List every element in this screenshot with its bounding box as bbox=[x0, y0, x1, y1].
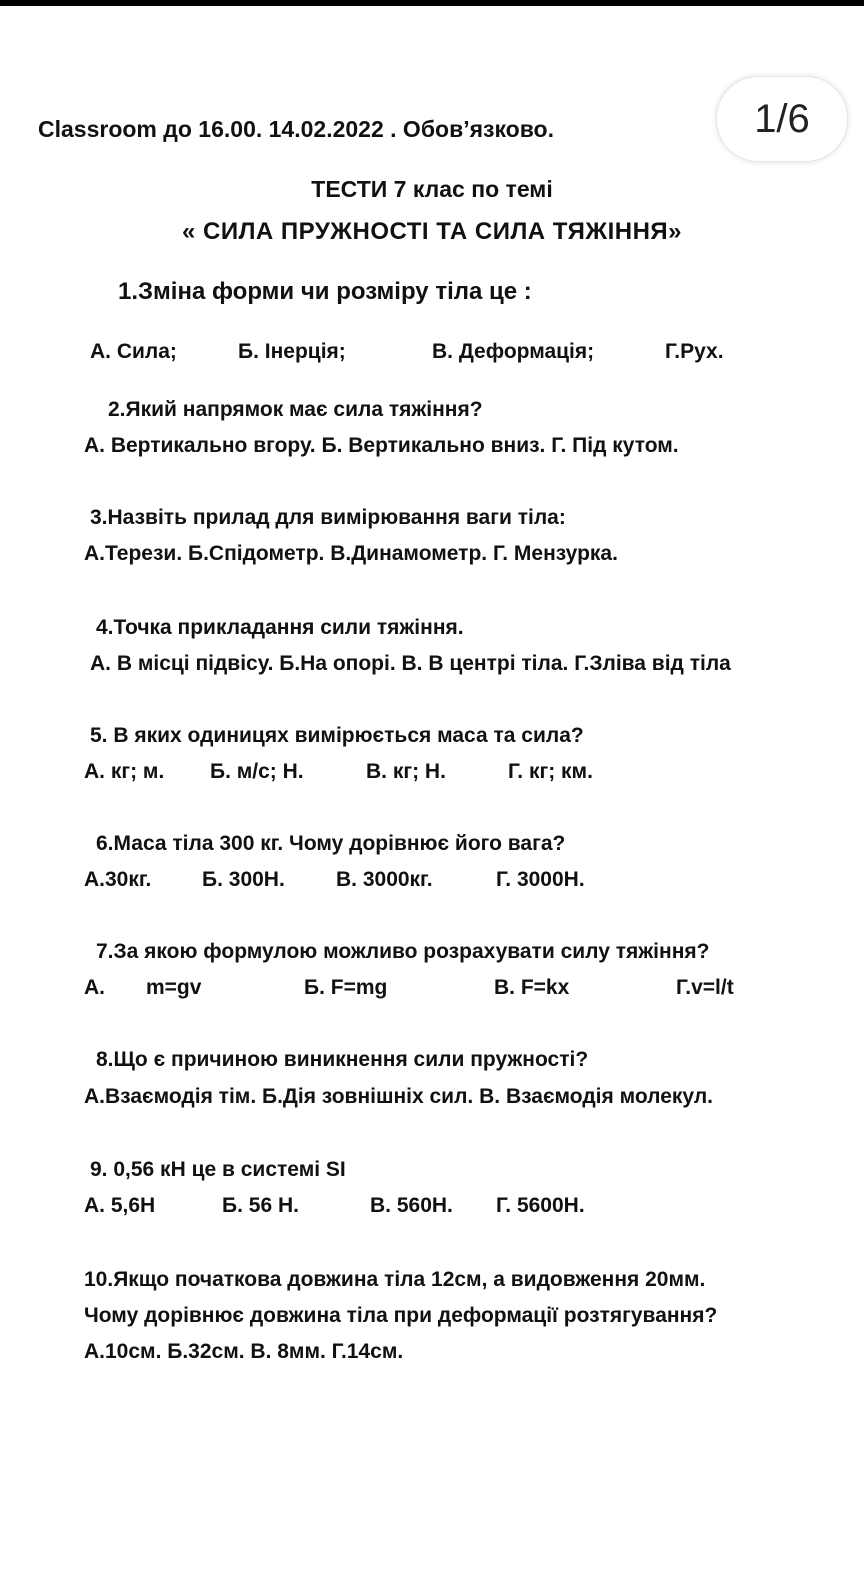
option-c: В. 3000кг. bbox=[336, 868, 433, 891]
question-8: 8.Що є причиною виникнення сили пружності? bbox=[96, 1048, 589, 1071]
option-a: А. 5,6Н bbox=[84, 1194, 156, 1217]
answers-8: А.Взаємодія тім. Б.Дія зовнішніх сил. В. Взаємодія молекул. bbox=[84, 1085, 713, 1108]
question-7: 7.За якою формулою можливо розрахувати силу тяжіння? bbox=[96, 940, 710, 963]
answers-4: А. В місці підвісу. Б.На опорі. В. В центрі тіла. Г.Зліва від тіла bbox=[90, 652, 731, 675]
option-a: А. bbox=[84, 976, 105, 999]
question-1: 1.Зміна форми чи розміру тіла це : bbox=[118, 278, 532, 305]
option-d: Г.Рух. bbox=[665, 340, 724, 363]
test-topic: « СИЛА ПРУЖНОСТІ ТА СИЛА ТЯЖІННЯ» bbox=[181, 218, 682, 245]
option-a: А. кг; м. bbox=[84, 760, 165, 783]
question-10-line2: Чому дорівнює довжина тіла при деформації розтягування? bbox=[84, 1304, 718, 1327]
page-indicator[interactable]: 1/6 bbox=[716, 76, 848, 162]
option-b: Б. 56 Н. bbox=[222, 1194, 299, 1217]
question-4: 4.Точка прикладання сили тяжіння. bbox=[96, 616, 464, 639]
option-d: Г. кг; км. bbox=[508, 760, 593, 783]
option-d: Г.v=l/t bbox=[676, 976, 734, 999]
option-a-formula: m=gv bbox=[146, 976, 202, 999]
answers-3: А.Терези. Б.Спідометр. В.Динамометр. Г. Мензурка. bbox=[84, 542, 618, 565]
option-d: Г. 5600Н. bbox=[496, 1194, 585, 1217]
top-bar bbox=[0, 0, 864, 6]
answers-2: А. Вертикально вгору. Б. Вертикально вниз. Г. Під кутом. bbox=[84, 434, 679, 457]
option-b: Б. Інерція; bbox=[238, 340, 346, 363]
question-10: 10.Якщо початкова довжина тіла 12см, а видовження 20мм. bbox=[84, 1268, 706, 1291]
option-c: В. кг; Н. bbox=[366, 760, 446, 783]
header-text: Classroom до 16.00. 14.02.2022 . Обов’язково. bbox=[38, 116, 554, 142]
test-title: ТЕСТИ 7 клас по темі bbox=[311, 176, 553, 202]
option-b: Б. м/с; Н. bbox=[210, 760, 304, 783]
option-b: Б. F=mg bbox=[304, 976, 388, 999]
question-6: 6.Маса тіла 300 кг. Чому дорівнює його вага? bbox=[96, 832, 566, 855]
answers-10: А.10см. Б.32см. В. 8мм. Г.14см. bbox=[84, 1340, 404, 1363]
option-c: В. Деформація; bbox=[432, 340, 595, 363]
question-3: 3.Назвіть прилад для вимірювання ваги тіла: bbox=[90, 506, 566, 529]
option-a: А.30кг. bbox=[84, 868, 152, 891]
option-c: В. 560Н. bbox=[370, 1194, 453, 1217]
question-5: 5. В яких одиницях вимірюється маса та сила? bbox=[90, 724, 584, 747]
option-c: В. F=kx bbox=[494, 976, 570, 999]
question-2: 2.Який напрямок має сила тяжіння? bbox=[108, 398, 483, 421]
option-b: Б. 300Н. bbox=[202, 868, 285, 891]
question-9: 9. 0,56 кН це в системі SI bbox=[90, 1158, 346, 1181]
option-d: Г. 3000Н. bbox=[496, 868, 585, 891]
option-a: А. Сила; bbox=[90, 340, 177, 363]
